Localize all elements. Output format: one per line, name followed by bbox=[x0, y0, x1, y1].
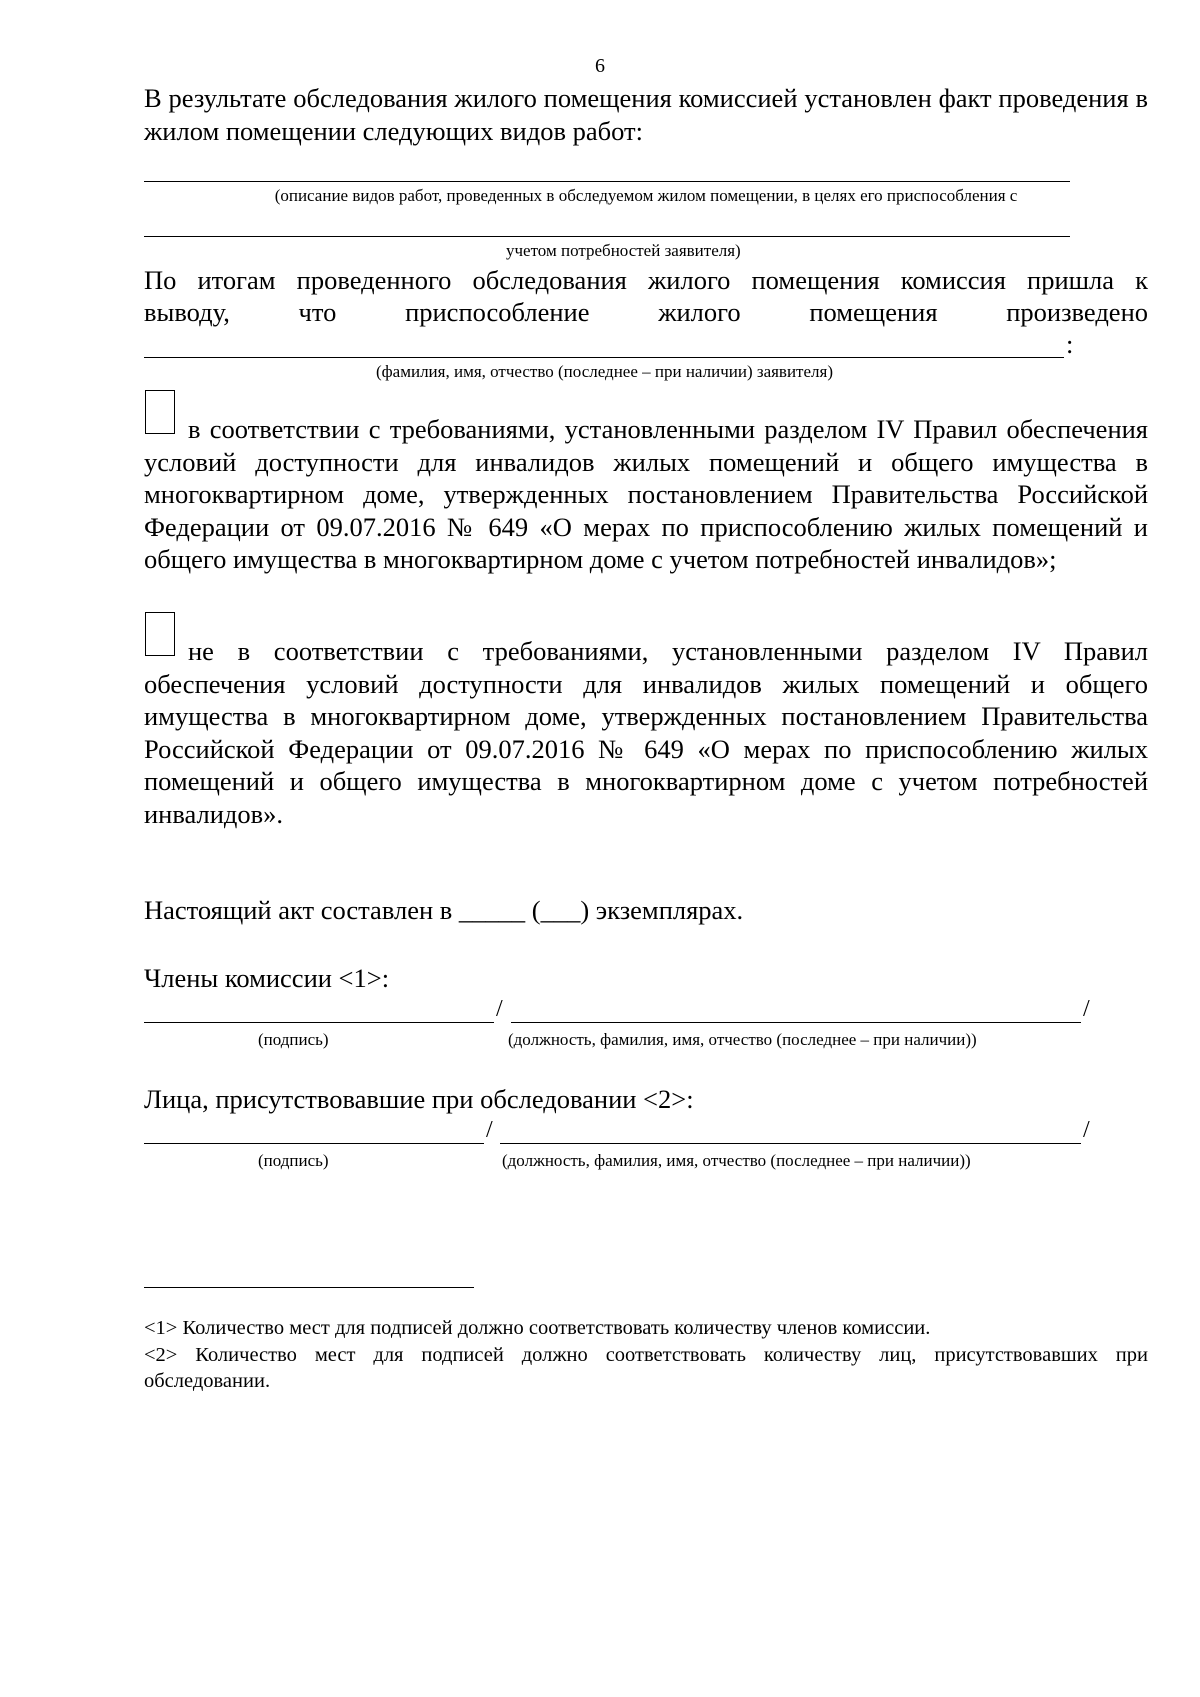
member-signature-line[interactable] bbox=[144, 1022, 494, 1023]
conclusion-line-1: По итогам проведенного обследования жилого помещения комиссия пришла к bbox=[144, 265, 1148, 295]
copies-statement: Настоящий акт составлен в _____ (___) экземплярах. bbox=[144, 895, 744, 925]
attendee-signature-caption: (подпись) bbox=[258, 1151, 329, 1170]
attendee-slash-right: / bbox=[1083, 1117, 1090, 1143]
attendee-slash-left: / bbox=[486, 1117, 493, 1143]
attendees-label: Лица, присутствовавшие при обследовании <2>: bbox=[144, 1084, 694, 1114]
applicant-colon: : bbox=[1066, 329, 1074, 359]
conclusion-word: помещения bbox=[809, 297, 938, 327]
conclusion-word: выводу, bbox=[144, 297, 230, 327]
footnote-separator bbox=[144, 1287, 474, 1288]
attendee-position-line[interactable] bbox=[500, 1143, 1081, 1144]
works-fill-line-2[interactable] bbox=[144, 236, 1070, 237]
attendee-signature-line[interactable] bbox=[144, 1143, 484, 1144]
works-caption-line-2: учетом потребностей заявителя) bbox=[506, 241, 741, 260]
member-position-line[interactable] bbox=[511, 1022, 1081, 1023]
conclusion-word: что bbox=[298, 297, 337, 327]
member-position-caption: (должность, фамилия, имя, отчество (последнее – при наличии)) bbox=[508, 1030, 977, 1049]
conclusion-word: произведено bbox=[1006, 297, 1148, 327]
result-paragraph: В результате обследования жилого помещения комиссией установлен факт проведения в жилом помещении следующих видов работ: bbox=[144, 83, 1148, 146]
conclusion-word: жилого bbox=[658, 297, 741, 327]
compliant-option-text: в соответствии с требованиями, установленными разделом IV Правил обеспечения условий доступности для инвалидов жилых помещений и общего имущества в многоквартирном доме, утвержденных постановлением Правительства Российской Федерации от 09.07.2016 № 649 «О мерах по приспособлению жилых помещений и общего имущества в многоквартирном доме с учетом потребностей инвалидов»; bbox=[144, 414, 1148, 574]
footnote-2: <2> Количество мест для подписей должно соответствовать количеству лиц, присутствовавших при обследовании. bbox=[144, 1344, 1148, 1392]
conclusion-word: приспособление bbox=[405, 297, 590, 327]
applicant-fill-line[interactable] bbox=[144, 357, 1064, 358]
page-number: 6 bbox=[595, 55, 605, 77]
conclusion-line-2 bbox=[144, 296, 1148, 329]
members-label: Члены комиссии <1>: bbox=[144, 963, 390, 993]
attendee-position-caption: (должность, фамилия, имя, отчество (последнее – при наличии)) bbox=[502, 1151, 971, 1170]
works-caption-line-1: (описание видов работ, проведенных в обследуемом жилом помещении, в целях его приспособления с bbox=[274, 186, 1018, 205]
footnote-1: <1> Количество мест для подписей должно соответствовать количеству членов комиссии. bbox=[144, 1317, 931, 1339]
applicant-caption: (фамилия, имя, отчество (последнее – при наличии) заявителя) bbox=[376, 362, 833, 381]
member-signature-caption: (подпись) bbox=[258, 1030, 329, 1049]
noncompliant-option-text: не в соответствии с требованиями, установленными разделом IV Правил обеспечения условий доступности для инвалидов жилых помещений и общего имущества в многоквартирном доме, утвержденных постановлением Правительства Российской Федерации от 09.07.2016 № 649 «О мерах по приспособлению жилых помещений и общего имущества в многоквартирном доме с учетом потребностей инвалидов». bbox=[144, 636, 1148, 829]
member-slash-left: / bbox=[496, 996, 503, 1022]
member-slash-right: / bbox=[1083, 996, 1090, 1022]
works-fill-line-1[interactable] bbox=[144, 181, 1070, 182]
